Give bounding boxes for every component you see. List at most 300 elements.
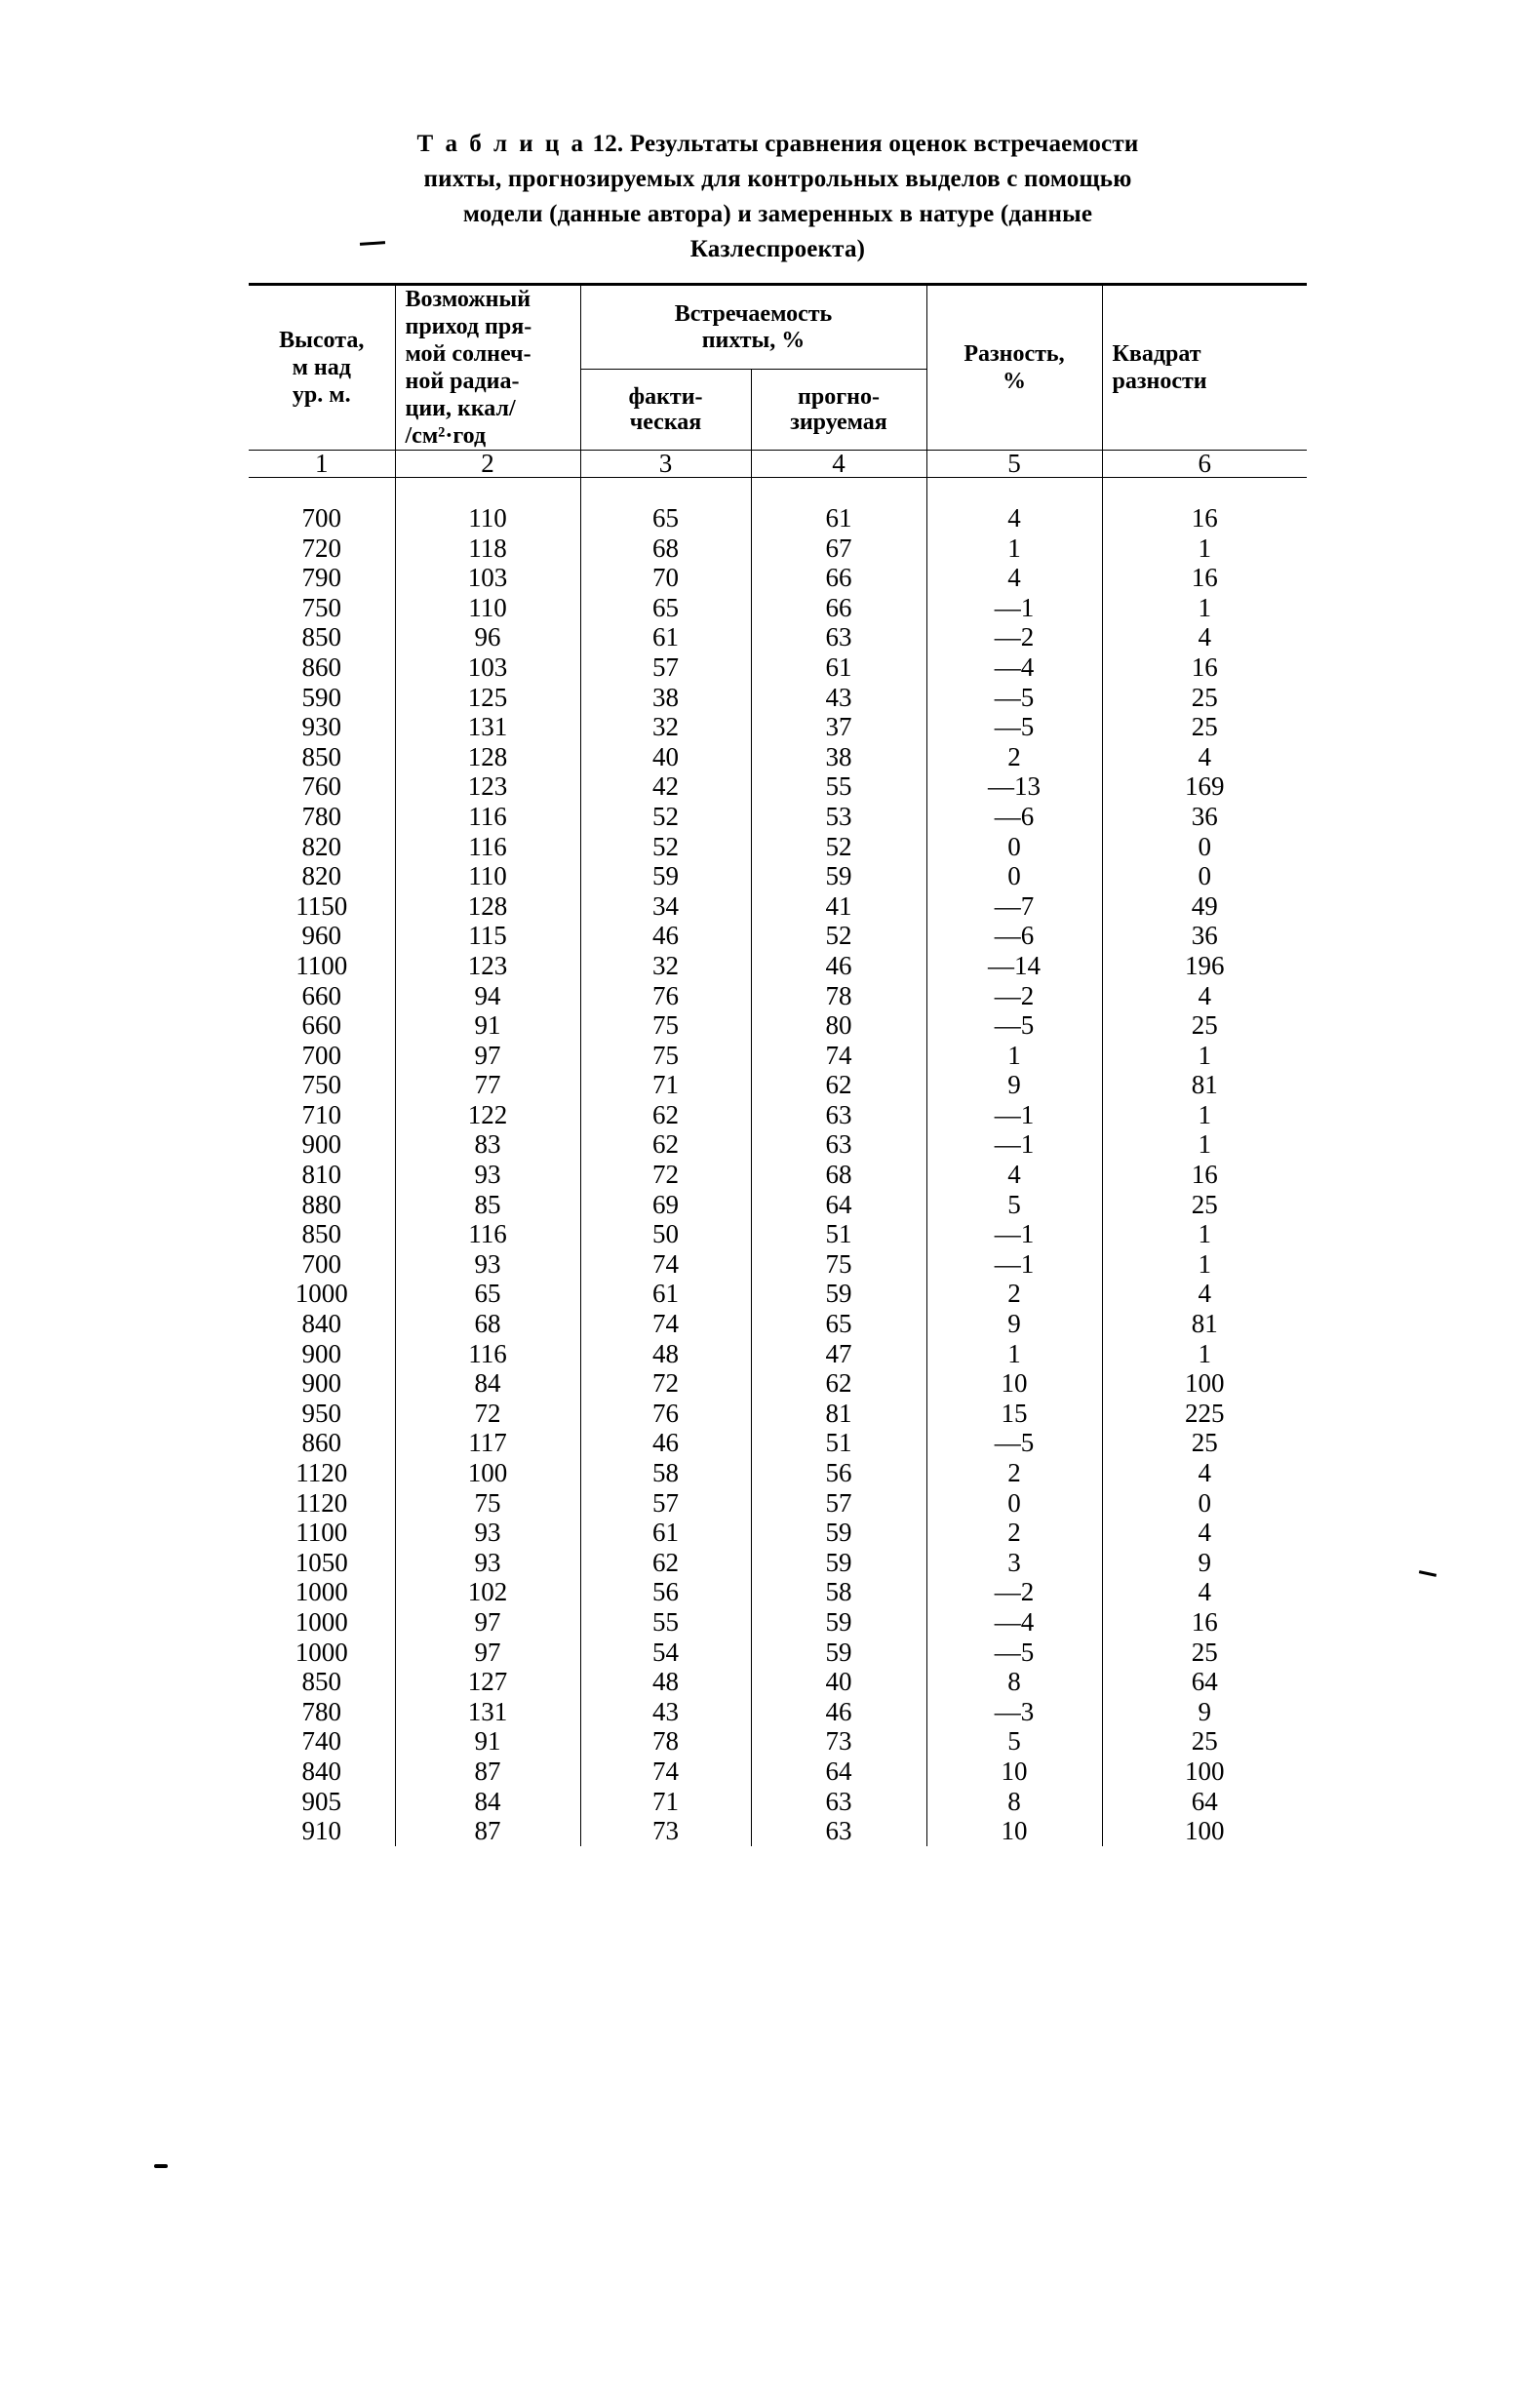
table-cell: 61	[580, 1279, 751, 1309]
table-cell: 54	[580, 1638, 751, 1668]
table-row	[249, 1041, 1307, 1071]
table-cell: 61	[580, 622, 751, 652]
table-cell: 10	[926, 1816, 1102, 1846]
table-cell: 4	[1102, 1518, 1307, 1548]
table-cell: 1100	[295, 950, 348, 980]
table-cell: 116	[395, 1219, 580, 1249]
table-cell: 56	[751, 1458, 926, 1488]
table-cell: 71	[580, 1787, 751, 1817]
table-row	[249, 1757, 1307, 1787]
table-cell: 65	[751, 1309, 926, 1339]
table-row	[249, 1548, 1307, 1578]
table-cell: 72	[580, 1368, 751, 1399]
header-square-difference: Квадрат разности	[1102, 285, 1307, 451]
caption-line-3: модели (данные автора) и замеренных в натуре (данные	[462, 201, 1093, 227]
table-cell: 117	[395, 1428, 580, 1458]
table-cell: 710	[301, 1099, 341, 1129]
table-cell: 115	[395, 921, 580, 951]
table-cell: —6	[926, 921, 1102, 951]
table-cell: 51	[751, 1428, 926, 1458]
table-cell: 700	[301, 503, 341, 533]
table-cell: 76	[580, 981, 751, 1011]
table-cell: 1120	[295, 1487, 348, 1518]
table-cell: 100	[1102, 1816, 1307, 1846]
table-cell: 15	[926, 1399, 1102, 1429]
col-number-4: 4	[751, 451, 926, 478]
table-cell: —5	[926, 712, 1102, 742]
table-cell: 9	[926, 1070, 1102, 1100]
table-cell: 40	[751, 1667, 926, 1697]
table-cell: —5	[926, 1010, 1102, 1041]
table-cell: 100	[1102, 1757, 1307, 1787]
table-cell: 59	[751, 1518, 926, 1548]
table-cell: 59	[751, 1548, 926, 1578]
table-cell: 103	[395, 563, 580, 593]
table-cell: 25	[1102, 1190, 1307, 1220]
table-cell: 75	[751, 1249, 926, 1280]
table-cell: —5	[926, 683, 1102, 713]
table-cell: 122	[395, 1100, 580, 1130]
table-cell: 74	[751, 1041, 926, 1071]
table-cell: 75	[395, 1488, 580, 1519]
header-occurrence-group: Встречаемость пихты, %	[580, 285, 926, 370]
table-cell: 62	[580, 1548, 751, 1578]
table-cell: 38	[580, 683, 751, 713]
table-cell: 1	[1102, 1129, 1307, 1160]
table-cell: 78	[580, 1726, 751, 1757]
table-cell: 32	[580, 951, 751, 981]
table-cell: 2	[926, 1458, 1102, 1488]
table-cell: 46	[580, 1428, 751, 1458]
table-cell: 850	[301, 1219, 341, 1249]
table-row	[249, 593, 1307, 623]
table-cell: 42	[580, 771, 751, 802]
table-cell: 1050	[295, 1547, 348, 1577]
table-cell: 59	[580, 861, 751, 891]
table-row	[249, 1129, 1307, 1160]
table-cell: 118	[395, 533, 580, 564]
table-cell: 94	[395, 981, 580, 1011]
col-number-3: 3	[580, 451, 751, 478]
table-cell: 2	[926, 1518, 1102, 1548]
table-cell: 68	[395, 1309, 580, 1339]
table-cell: 61	[751, 503, 926, 533]
table-caption	[249, 127, 1307, 267]
table-cell: 81	[1102, 1070, 1307, 1100]
table-cell: 840	[301, 1309, 341, 1339]
table-cell: 65	[580, 503, 751, 533]
table-cell: 72	[580, 1160, 751, 1190]
table-row	[249, 1100, 1307, 1130]
table-cell: 810	[301, 1160, 341, 1190]
table-cell: 0	[1102, 1488, 1307, 1519]
table-cell: —1	[926, 1219, 1102, 1249]
table-row	[249, 1399, 1307, 1429]
table-cell: 0	[1102, 861, 1307, 891]
table-cell: 63	[751, 1129, 926, 1160]
header-difference: Разность, %	[926, 285, 1102, 451]
header-row-main	[249, 285, 1307, 370]
table-cell: 4	[1102, 981, 1307, 1011]
table-cell: 880	[301, 1189, 341, 1219]
table-cell: 81	[751, 1399, 926, 1429]
table-cell: 64	[751, 1757, 926, 1787]
table-cell: 63	[751, 1816, 926, 1846]
caption-number: 12.	[592, 131, 624, 157]
table-row	[249, 1070, 1307, 1100]
table-cell: 76	[580, 1399, 751, 1429]
table-cell: 34	[580, 891, 751, 922]
table-head	[249, 285, 1307, 478]
table-cell: 102	[395, 1577, 580, 1607]
table-cell: 1000	[295, 1606, 348, 1637]
table-cell: 56	[580, 1577, 751, 1607]
table-row	[249, 1458, 1307, 1488]
table-cell: 47	[751, 1339, 926, 1369]
table-cell: 900	[301, 1338, 341, 1368]
table-cell: 123	[395, 771, 580, 802]
table-cell: 4	[1102, 1577, 1307, 1607]
caption-line-4: Казлеспроекта)	[689, 236, 866, 262]
table-cell: 72	[395, 1399, 580, 1429]
table-cell: 87	[395, 1816, 580, 1846]
table-cell: 1	[926, 1339, 1102, 1369]
table-cell: 70	[580, 563, 751, 593]
table-cell: 125	[395, 683, 580, 713]
table-cell: 110	[395, 593, 580, 623]
table-row	[249, 533, 1307, 564]
table-cell: 87	[395, 1757, 580, 1787]
table-cell: 1	[926, 533, 1102, 564]
table-cell: —2	[926, 1577, 1102, 1607]
table-cell: 1100	[295, 1518, 348, 1548]
table-cell: 1	[1102, 1219, 1307, 1249]
table-cell: 860	[301, 1428, 341, 1458]
table-row	[249, 1607, 1307, 1638]
table-row	[249, 1577, 1307, 1607]
table-cell: 55	[751, 771, 926, 802]
table-cell: 46	[580, 921, 751, 951]
table-cell: 10	[926, 1368, 1102, 1399]
table-cell: 59	[751, 861, 926, 891]
table-cell: 93	[395, 1249, 580, 1280]
table-cell: 69	[580, 1190, 751, 1220]
table-cell: 25	[1102, 683, 1307, 713]
table-cell: 57	[580, 652, 751, 683]
table-cell: 16	[1102, 652, 1307, 683]
table-cell: 78	[751, 981, 926, 1011]
caption-line-2: пихты, прогнозируемых для контрольных выделов с помощью	[423, 166, 1132, 192]
table-cell: 66	[751, 593, 926, 623]
table-cell: —4	[926, 652, 1102, 683]
table-cell: 25	[1102, 1010, 1307, 1041]
table-cell: 96	[395, 622, 580, 652]
table-cell: 93	[395, 1160, 580, 1190]
table-cell: —1	[926, 1129, 1102, 1160]
table-cell: 25	[1102, 1726, 1307, 1757]
table-cell: 780	[301, 1696, 341, 1726]
table-cell: 74	[580, 1757, 751, 1787]
header-height: Высота, м над ур. м.	[279, 328, 365, 408]
table-row	[249, 1339, 1307, 1369]
table-cell: 9	[1102, 1697, 1307, 1727]
table-cell: 67	[751, 533, 926, 564]
table-cell: 40	[580, 742, 751, 772]
table-cell: 128	[395, 891, 580, 922]
table-row	[249, 891, 1307, 922]
table-cell: 905	[301, 1786, 341, 1816]
table-cell: —6	[926, 802, 1102, 832]
table-cell: 950	[301, 1398, 341, 1428]
table-row	[249, 1697, 1307, 1727]
col-number-1: 1	[315, 449, 329, 478]
table-cell: 116	[395, 832, 580, 862]
table-cell: 91	[395, 1010, 580, 1041]
table-row	[249, 832, 1307, 862]
table-cell: 1000	[295, 1577, 348, 1607]
table-cell: 1	[1102, 533, 1307, 564]
col-number-5: 5	[926, 451, 1102, 478]
table-cell: 48	[580, 1667, 751, 1697]
table-cell: 74	[580, 1249, 751, 1280]
table-cell: 37	[751, 712, 926, 742]
table-cell: 55	[580, 1607, 751, 1638]
table-cell: 80	[751, 1010, 926, 1041]
table-cell: 4	[1102, 1279, 1307, 1309]
table-cell: 59	[751, 1279, 926, 1309]
table-row	[249, 981, 1307, 1011]
table-row	[249, 1010, 1307, 1041]
table-cell: 68	[751, 1160, 926, 1190]
table-cell: 1	[926, 1041, 1102, 1071]
table-row	[249, 861, 1307, 891]
table-cell: 75	[580, 1010, 751, 1041]
header-predicted: прогно- зируемая	[751, 370, 926, 451]
table-cell: 49	[1102, 891, 1307, 922]
table-cell: —2	[926, 981, 1102, 1011]
table-cell: 110	[395, 861, 580, 891]
table-cell: 110	[395, 503, 580, 533]
table-cell: 52	[751, 921, 926, 951]
table-cell: 820	[301, 831, 341, 861]
table-row	[249, 1518, 1307, 1548]
table-cell: 62	[580, 1129, 751, 1160]
table-cell: 9	[926, 1309, 1102, 1339]
table-cell: 43	[751, 683, 926, 713]
table-cell: —14	[926, 951, 1102, 981]
table-cell: 64	[1102, 1667, 1307, 1697]
table-cell: 850	[301, 622, 341, 652]
caption-line-1: Результаты сравнения оценок встречаемости	[629, 131, 1139, 157]
table-body	[249, 478, 1307, 1846]
table-cell: 0	[926, 861, 1102, 891]
comparison-table	[249, 283, 1307, 1846]
table-row	[249, 563, 1307, 593]
header-radiation: Возможный приход пря- мой солнеч- ной радиа- ции, ккал/ /см²·год	[395, 285, 580, 451]
table-cell: 16	[1102, 1160, 1307, 1190]
table-cell: 0	[926, 832, 1102, 862]
table-cell: 590	[301, 682, 341, 712]
table-cell: 75	[580, 1041, 751, 1071]
table-row	[249, 1787, 1307, 1817]
table-row	[249, 1816, 1307, 1846]
table-cell: 52	[580, 832, 751, 862]
table-cell: 127	[395, 1667, 580, 1697]
table-cell: 58	[751, 1577, 926, 1607]
table-cell: 5	[926, 1190, 1102, 1220]
table-cell: 103	[395, 652, 580, 683]
table-cell: 48	[580, 1339, 751, 1369]
table-cell: 1000	[295, 1637, 348, 1667]
table-cell: —1	[926, 1100, 1102, 1130]
table-cell: 225	[1102, 1399, 1307, 1429]
table-cell: 77	[395, 1070, 580, 1100]
table-cell: 900	[301, 1368, 341, 1399]
table-cell: —7	[926, 891, 1102, 922]
table-cell: 1	[1102, 1100, 1307, 1130]
table-cell: 68	[580, 533, 751, 564]
table-cell: 61	[580, 1518, 751, 1548]
table-cell: 84	[395, 1787, 580, 1817]
column-number-row	[249, 451, 1307, 478]
table-row	[249, 951, 1307, 981]
table-cell: 1000	[295, 1279, 348, 1309]
table-cell: 750	[301, 592, 341, 622]
table-cell: 9	[1102, 1548, 1307, 1578]
table-cell: 46	[751, 951, 926, 981]
caption-label: Т а б л и ц а	[416, 131, 587, 157]
table-cell: 750	[301, 1070, 341, 1100]
table-row	[249, 503, 1307, 533]
table-row	[249, 1428, 1307, 1458]
header-actual: факти- ческая	[580, 370, 751, 451]
table-cell: 8	[926, 1787, 1102, 1817]
table-cell: 25	[1102, 712, 1307, 742]
table-cell: —2	[926, 622, 1102, 652]
table-cell: 116	[395, 1339, 580, 1369]
table-cell: 820	[301, 861, 341, 891]
table-row	[249, 1488, 1307, 1519]
table-row	[249, 771, 1307, 802]
table-cell: 16	[1102, 1607, 1307, 1638]
table-cell: 84	[395, 1368, 580, 1399]
col-number-2: 2	[395, 451, 580, 478]
table-cell: 97	[395, 1638, 580, 1668]
table-cell: 850	[301, 741, 341, 771]
table-cell: —3	[926, 1697, 1102, 1727]
table-cell: 16	[1102, 503, 1307, 533]
table-row	[249, 1160, 1307, 1190]
table-cell: 4	[926, 503, 1102, 533]
table-cell: 8	[926, 1667, 1102, 1697]
table-cell: 50	[580, 1219, 751, 1249]
table-cell: 169	[1102, 771, 1307, 802]
table-cell: 910	[301, 1816, 341, 1846]
table-row	[249, 1249, 1307, 1280]
table-cell: 660	[301, 980, 341, 1010]
table-row	[249, 712, 1307, 742]
table-cell: 74	[580, 1309, 751, 1339]
table-cell: 53	[751, 802, 926, 832]
table-cell: —1	[926, 1249, 1102, 1280]
table-row	[249, 1638, 1307, 1668]
table-cell: —13	[926, 771, 1102, 802]
table-cell: 38	[751, 742, 926, 772]
table-cell: 41	[751, 891, 926, 922]
table-cell: 1150	[295, 890, 348, 921]
table-cell: 63	[751, 1787, 926, 1817]
table-cell: 1	[1102, 1339, 1307, 1369]
table-cell: 740	[301, 1726, 341, 1757]
table-cell: 2	[926, 1279, 1102, 1309]
table-cell: 0	[1102, 832, 1307, 862]
table-row	[249, 1190, 1307, 1220]
table-cell: 720	[301, 533, 341, 563]
table-cell: 71	[580, 1070, 751, 1100]
table-cell: 65	[395, 1279, 580, 1309]
table-cell: 61	[751, 652, 926, 683]
table-cell: 58	[580, 1458, 751, 1488]
table-row	[249, 652, 1307, 683]
table-cell: —4	[926, 1607, 1102, 1638]
table-cell: 840	[301, 1756, 341, 1786]
table-cell: 131	[395, 1697, 580, 1727]
table-cell: 4	[1102, 622, 1307, 652]
table-cell: 93	[395, 1518, 580, 1548]
table-cell: 960	[301, 921, 341, 951]
table-cell: 1120	[295, 1458, 348, 1487]
table-cell: 760	[301, 771, 341, 802]
table-cell: 62	[751, 1368, 926, 1399]
table-cell: 930	[301, 712, 341, 742]
table-cell: 73	[580, 1816, 751, 1846]
table-cell: 62	[580, 1100, 751, 1130]
table-sheet	[249, 127, 1307, 1846]
table-cell: 64	[1102, 1787, 1307, 1817]
table-cell: 16	[1102, 563, 1307, 593]
table-cell: 59	[751, 1638, 926, 1668]
table-cell: 196	[1102, 951, 1307, 981]
table-cell: 52	[751, 832, 926, 862]
table-cell: 97	[395, 1607, 580, 1638]
table-cell: 116	[395, 802, 580, 832]
table-cell: 0	[926, 1488, 1102, 1519]
table-cell: 57	[580, 1488, 751, 1519]
table-cell: 63	[751, 622, 926, 652]
table-cell: 1	[1102, 1249, 1307, 1280]
table-cell: 100	[1102, 1368, 1307, 1399]
table-cell: 52	[580, 802, 751, 832]
table-cell: 700	[301, 1248, 341, 1279]
table-cell: 97	[395, 1041, 580, 1071]
table-cell: 4	[1102, 1458, 1307, 1488]
table-cell: 32	[580, 712, 751, 742]
table-cell: 81	[1102, 1309, 1307, 1339]
table-cell: 900	[301, 1129, 341, 1160]
table-row	[249, 742, 1307, 772]
table-cell: 100	[395, 1458, 580, 1488]
table-cell: 25	[1102, 1428, 1307, 1458]
table-row	[249, 1368, 1307, 1399]
table-row	[249, 802, 1307, 832]
table-cell: 65	[580, 593, 751, 623]
table-row	[249, 1667, 1307, 1697]
table-row	[249, 1726, 1307, 1757]
table-cell: 10	[926, 1757, 1102, 1787]
scan-artifact-mark	[154, 2164, 168, 2168]
scan-artifact-mark	[1419, 1570, 1436, 1577]
table-cell: 700	[301, 1040, 341, 1070]
